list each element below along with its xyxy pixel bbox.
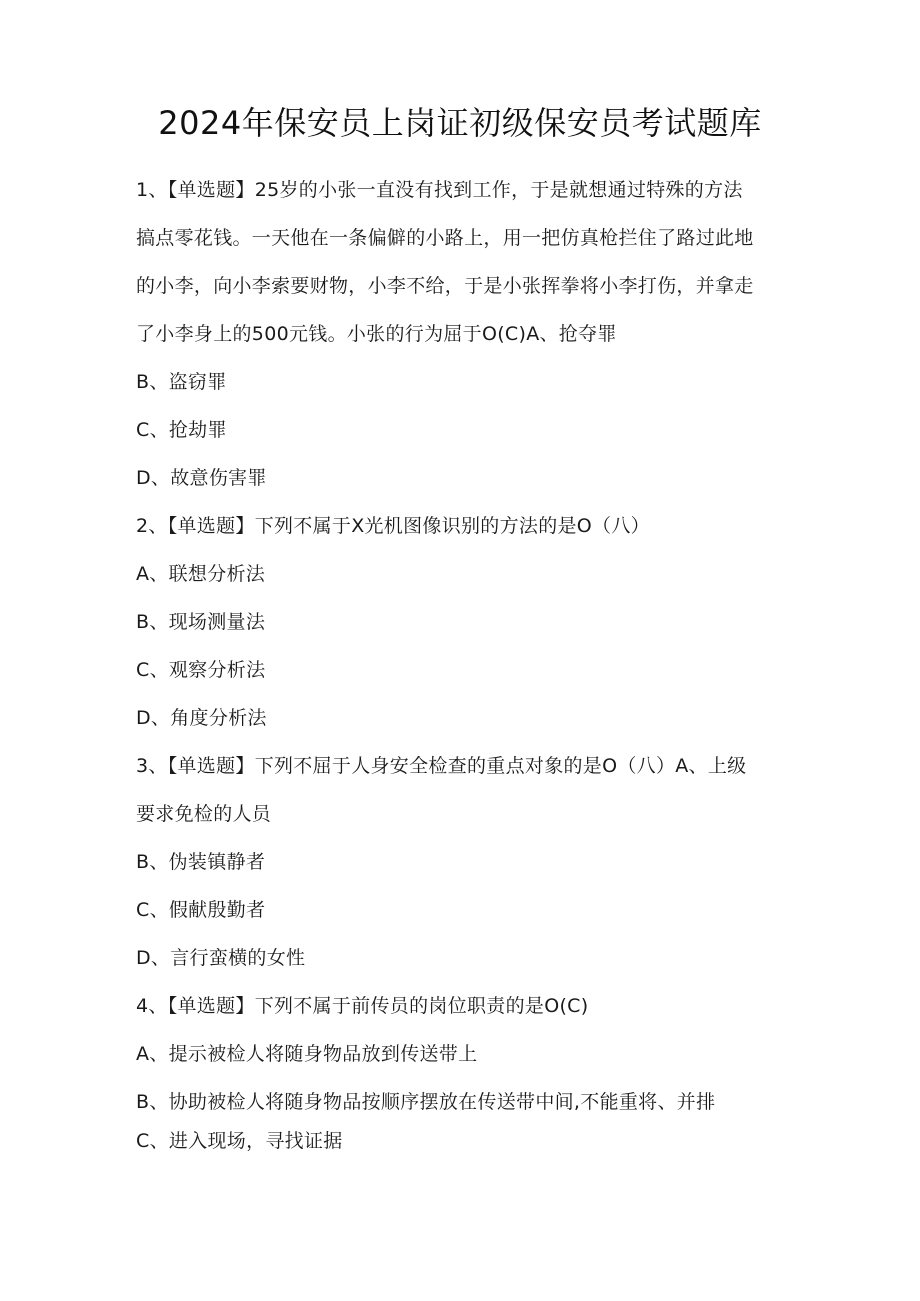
q3-option-d: D、言行蛮横的女性 [136, 947, 306, 969]
q3-option-b: B、伪装镇静者 [136, 851, 266, 873]
q2-option-b: B、现场测量法 [136, 611, 266, 633]
q1-line-4: 了小李身上的500元钱。小张的行为屈于O(C)A、抢夺罪 [136, 323, 617, 345]
q4-option-b: B、协助被检人将随身物品按顺序摆放在传送带中间,不能重将、并排 [136, 1091, 716, 1113]
q2-line-1: 2、【单选题】下列不属于X光机图像识别的方法的是O（八） [136, 515, 650, 537]
q1-line-2: 搞点零花钱。一天他在一条偏僻的小路上，用一把仿真枪拦住了路过此地 [136, 227, 754, 249]
question-list [136, 166, 796, 1156]
q4-option-c: C、进入现场，寻找证据 [136, 1130, 343, 1152]
document-title: 2024年保安员上岗证初级保安员考试题库 [158, 104, 762, 142]
q2-option-d: D、角度分析法 [136, 707, 267, 729]
q1-option-d: D、故意伤害罪 [136, 467, 267, 489]
q1-option-c: C、抢劫罪 [136, 419, 227, 441]
q3-line-1: 3、【单选题】下列不屈于人身安全检查的重点对象的是O（八）A、上级 [136, 755, 747, 777]
q3-line-2: 要求免检的人员 [136, 803, 272, 825]
q1-line-3: 的小李，向小李索要财物，小李不给，于是小张挥拳将小李打伤，并拿走 [136, 275, 754, 297]
q1-option-b: B、盗窃罪 [136, 371, 227, 393]
q1-line-1: 1、【单选题】25岁的小张一直没有找到工作，于是就想通过特殊的方法 [136, 179, 743, 201]
q2-option-c: C、观察分析法 [136, 659, 266, 681]
q4-option-a: A、提示被检人将随身物品放到传送带上 [136, 1043, 478, 1065]
q2-option-a: A、联想分析法 [136, 563, 266, 585]
q4-line-1: 4、【单选题】下列不属于前传员的岗位职责的是O(C) [136, 995, 589, 1017]
q3-option-c: C、假献殷勤者 [136, 899, 266, 921]
